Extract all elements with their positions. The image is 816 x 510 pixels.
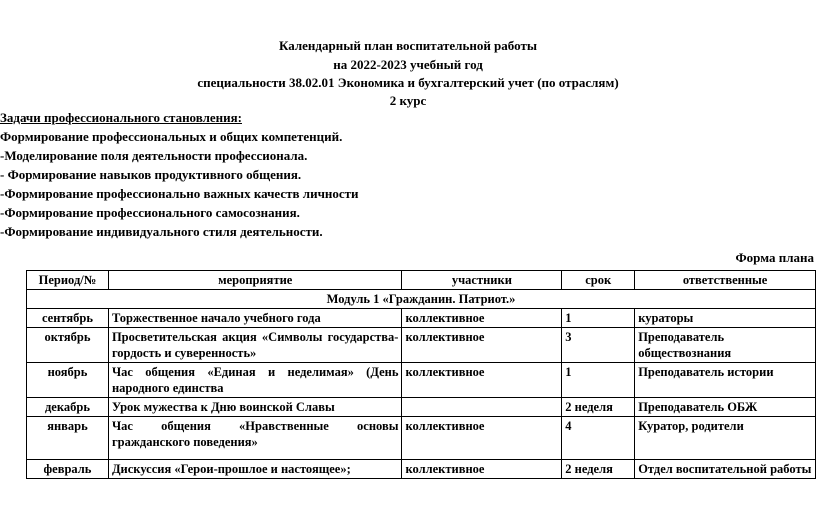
cell-period: октябрь	[27, 328, 109, 363]
cell-responsible: кураторы	[635, 309, 816, 328]
tasks-title: Задачи профессионального становления:	[0, 110, 242, 125]
cell-term: 3	[562, 328, 635, 363]
table-header-row	[27, 271, 816, 290]
plan-course: 2 курс	[389, 93, 427, 108]
cell-term: 1	[562, 363, 635, 398]
cell-term: 4	[562, 417, 635, 460]
task-item: -Моделирование поля деятельности профессионала.	[0, 148, 308, 163]
task-item: -Формирование профессионального самосознания.	[0, 205, 300, 220]
cell-participants: коллективное	[402, 328, 562, 363]
cell-period: сентябрь	[27, 309, 109, 328]
table-row	[27, 460, 816, 479]
table-row	[27, 398, 816, 417]
cell-participants: коллективное	[402, 460, 562, 479]
cell-event: Просветительская акция «Символы государства-гордость и суверенность»	[108, 328, 402, 363]
task-item: -Формирование индивидуального стиля деятельности.	[0, 224, 323, 239]
table-row	[27, 363, 816, 398]
module-title: Модуль 1 «Гражданин. Патриот.»	[27, 290, 816, 309]
cell-participants: коллективное	[402, 309, 562, 328]
plan-year: на 2022-2023 учебный год	[333, 57, 483, 72]
plan-specialty: специальности 38.02.01 Экономика и бухгалтерский учет (по отраслям)	[197, 75, 619, 90]
table-row	[27, 417, 816, 460]
cell-participants	[402, 398, 562, 417]
header-responsible: ответственные	[635, 271, 816, 290]
header-period: Период/№	[27, 271, 109, 290]
plan-table	[26, 270, 816, 479]
cell-event: Урок мужества к Дню воинской Славы	[108, 398, 402, 417]
task-item: Формирование профессиональных и общих компетенций.	[0, 129, 343, 144]
header-term: срок	[562, 271, 635, 290]
cell-participants: коллективное	[402, 417, 562, 460]
plan-title: Календарный план воспитательной работы	[278, 38, 537, 53]
cell-responsible: Преподаватель истории	[635, 363, 816, 398]
cell-responsible: Отдел воспитательной работы	[635, 460, 816, 479]
header-event: мероприятие	[108, 271, 402, 290]
tasks-section	[0, 108, 359, 241]
cell-event: Торжественное начало учебного года	[108, 309, 402, 328]
cell-period: декабрь	[27, 398, 109, 417]
cell-responsible: Куратор, родители	[635, 417, 816, 460]
cell-term: 2 неделя	[562, 398, 635, 417]
table-row	[27, 309, 816, 328]
cell-period: январь	[27, 417, 109, 460]
cell-period: ноябрь	[27, 363, 109, 398]
cell-responsible: Преподаватель ОБЖ	[635, 398, 816, 417]
header-participants: участники	[402, 271, 562, 290]
module-row	[27, 290, 816, 309]
cell-event: Час общения «Нравственные основы гражданского поведения»	[108, 417, 402, 460]
form-title: Форма плана	[735, 250, 814, 265]
cell-event: Час общения «Единая и неделимая» (День народного единства	[108, 363, 402, 398]
task-item: -Формирование профессионально важных качеств личности	[0, 186, 359, 201]
cell-participants: коллективное	[402, 363, 562, 398]
cell-responsible: Преподаватель обществознания	[635, 328, 816, 363]
task-item: - Формирование навыков продуктивного общения.	[0, 167, 302, 182]
cell-period: февраль	[27, 460, 109, 479]
cell-term: 2 неделя	[562, 460, 635, 479]
cell-term: 1	[562, 309, 635, 328]
cell-event: Дискуссия «Герои-прошлое и настоящее»;	[108, 460, 402, 479]
table-row	[27, 328, 816, 363]
